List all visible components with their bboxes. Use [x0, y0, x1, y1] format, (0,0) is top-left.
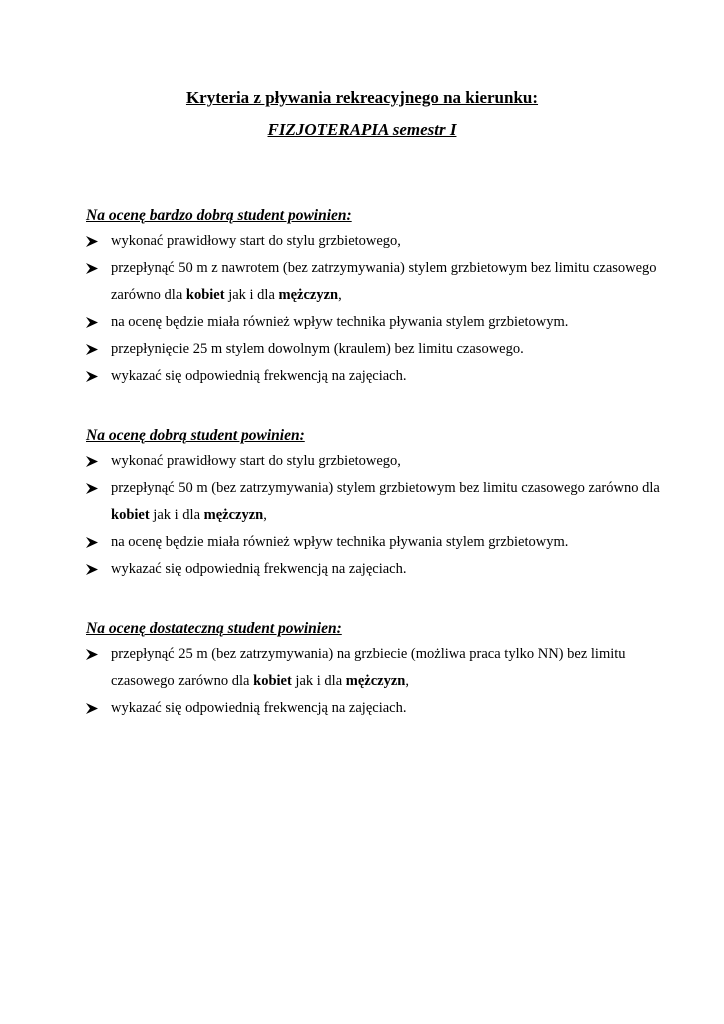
section-good — [86, 426, 686, 583]
list-item — [86, 641, 686, 695]
item-bold-text: kobiet — [253, 673, 292, 689]
document-title: Kryteria z pływania rekreacyjnego na kierunku: — [185, 88, 539, 107]
arrowhead-bullet-icon — [86, 475, 104, 502]
arrowhead-bullet-icon — [86, 448, 104, 475]
item-text: przepłynąć 50 m z nawrotem (bez zatrzymywania) stylem grzbietowym bez limitu czasowego zarówno dla — [111, 260, 657, 303]
item-bold-text: mężczyzn — [203, 507, 264, 523]
item-text: przepłynąć 50 m (bez zatrzymywania) stylem grzbietowym bez limitu czasowego zarówno dla — [111, 480, 660, 496]
arrowhead-bullet-icon — [86, 255, 104, 282]
list-item — [86, 695, 686, 722]
list-item — [86, 255, 686, 309]
list-item — [86, 556, 686, 583]
list-item — [86, 363, 686, 390]
item-text: przepłynięcie 25 m stylem dowolnym (kraulem) bez limitu czasowego. — [111, 341, 524, 357]
criteria-list — [86, 641, 686, 722]
arrowhead-bullet-icon — [86, 641, 104, 668]
item-text: wykazać się odpowiednią frekwencją na zajęciach. — [111, 368, 407, 384]
criteria-list — [86, 228, 686, 390]
item-bold-text: kobiet — [111, 507, 150, 523]
list-item — [86, 309, 686, 336]
item-text: , — [405, 673, 409, 689]
item-text: wykonać prawidłowy start do stylu grzbietowego, — [111, 453, 401, 469]
item-text: wykonać prawidłowy start do stylu grzbietowego, — [111, 233, 401, 249]
list-item — [86, 475, 686, 529]
section-heading: Na ocenę dobrą student powinien: — [86, 427, 305, 444]
arrowhead-bullet-icon — [86, 336, 104, 363]
item-bold-text: mężczyzn — [278, 287, 339, 303]
item-text: jak i dla — [291, 673, 346, 689]
item-text: na ocenę będzie miała również wpływ technika pływania stylem grzbietowym. — [111, 534, 569, 550]
section-very-good — [86, 206, 686, 390]
section-heading: Na ocenę bardzo dobrą student powinien: — [86, 207, 352, 224]
item-text: , — [263, 507, 267, 523]
arrowhead-bullet-icon — [86, 556, 104, 583]
item-bold-text: kobiet — [185, 287, 225, 303]
list-item — [86, 228, 686, 255]
arrowhead-bullet-icon — [86, 363, 104, 390]
document-subtitle: FIZJOTERAPIA semestr I — [267, 120, 457, 139]
item-text: na ocenę będzie miała również wpływ technika pływania stylem grzbietowym. — [111, 314, 569, 330]
arrowhead-bullet-icon — [86, 309, 104, 336]
list-item — [86, 529, 686, 556]
section-heading: Na ocenę dostateczną student powinien: — [86, 620, 342, 637]
arrowhead-bullet-icon — [86, 228, 104, 255]
item-bold-text: mężczyzn — [345, 673, 406, 689]
arrowhead-bullet-icon — [86, 695, 104, 722]
item-text: wykazać się odpowiednią frekwencją na zajęciach. — [111, 700, 407, 716]
item-text: jak i dla — [224, 287, 279, 303]
item-text: przepłynąć 25 m (bez zatrzymywania) na grzbiecie (możliwa praca tylko NN) bez limitu czasowego zarówno dla — [111, 646, 626, 689]
arrowhead-bullet-icon — [86, 529, 104, 556]
list-item — [86, 336, 686, 363]
criteria-list — [86, 448, 686, 583]
item-text: jak i dla — [149, 507, 204, 523]
section-sufficient — [86, 619, 686, 722]
list-item — [86, 448, 686, 475]
item-text: wykazać się odpowiednią frekwencją na zajęciach. — [111, 561, 407, 577]
item-text: , — [338, 287, 342, 303]
